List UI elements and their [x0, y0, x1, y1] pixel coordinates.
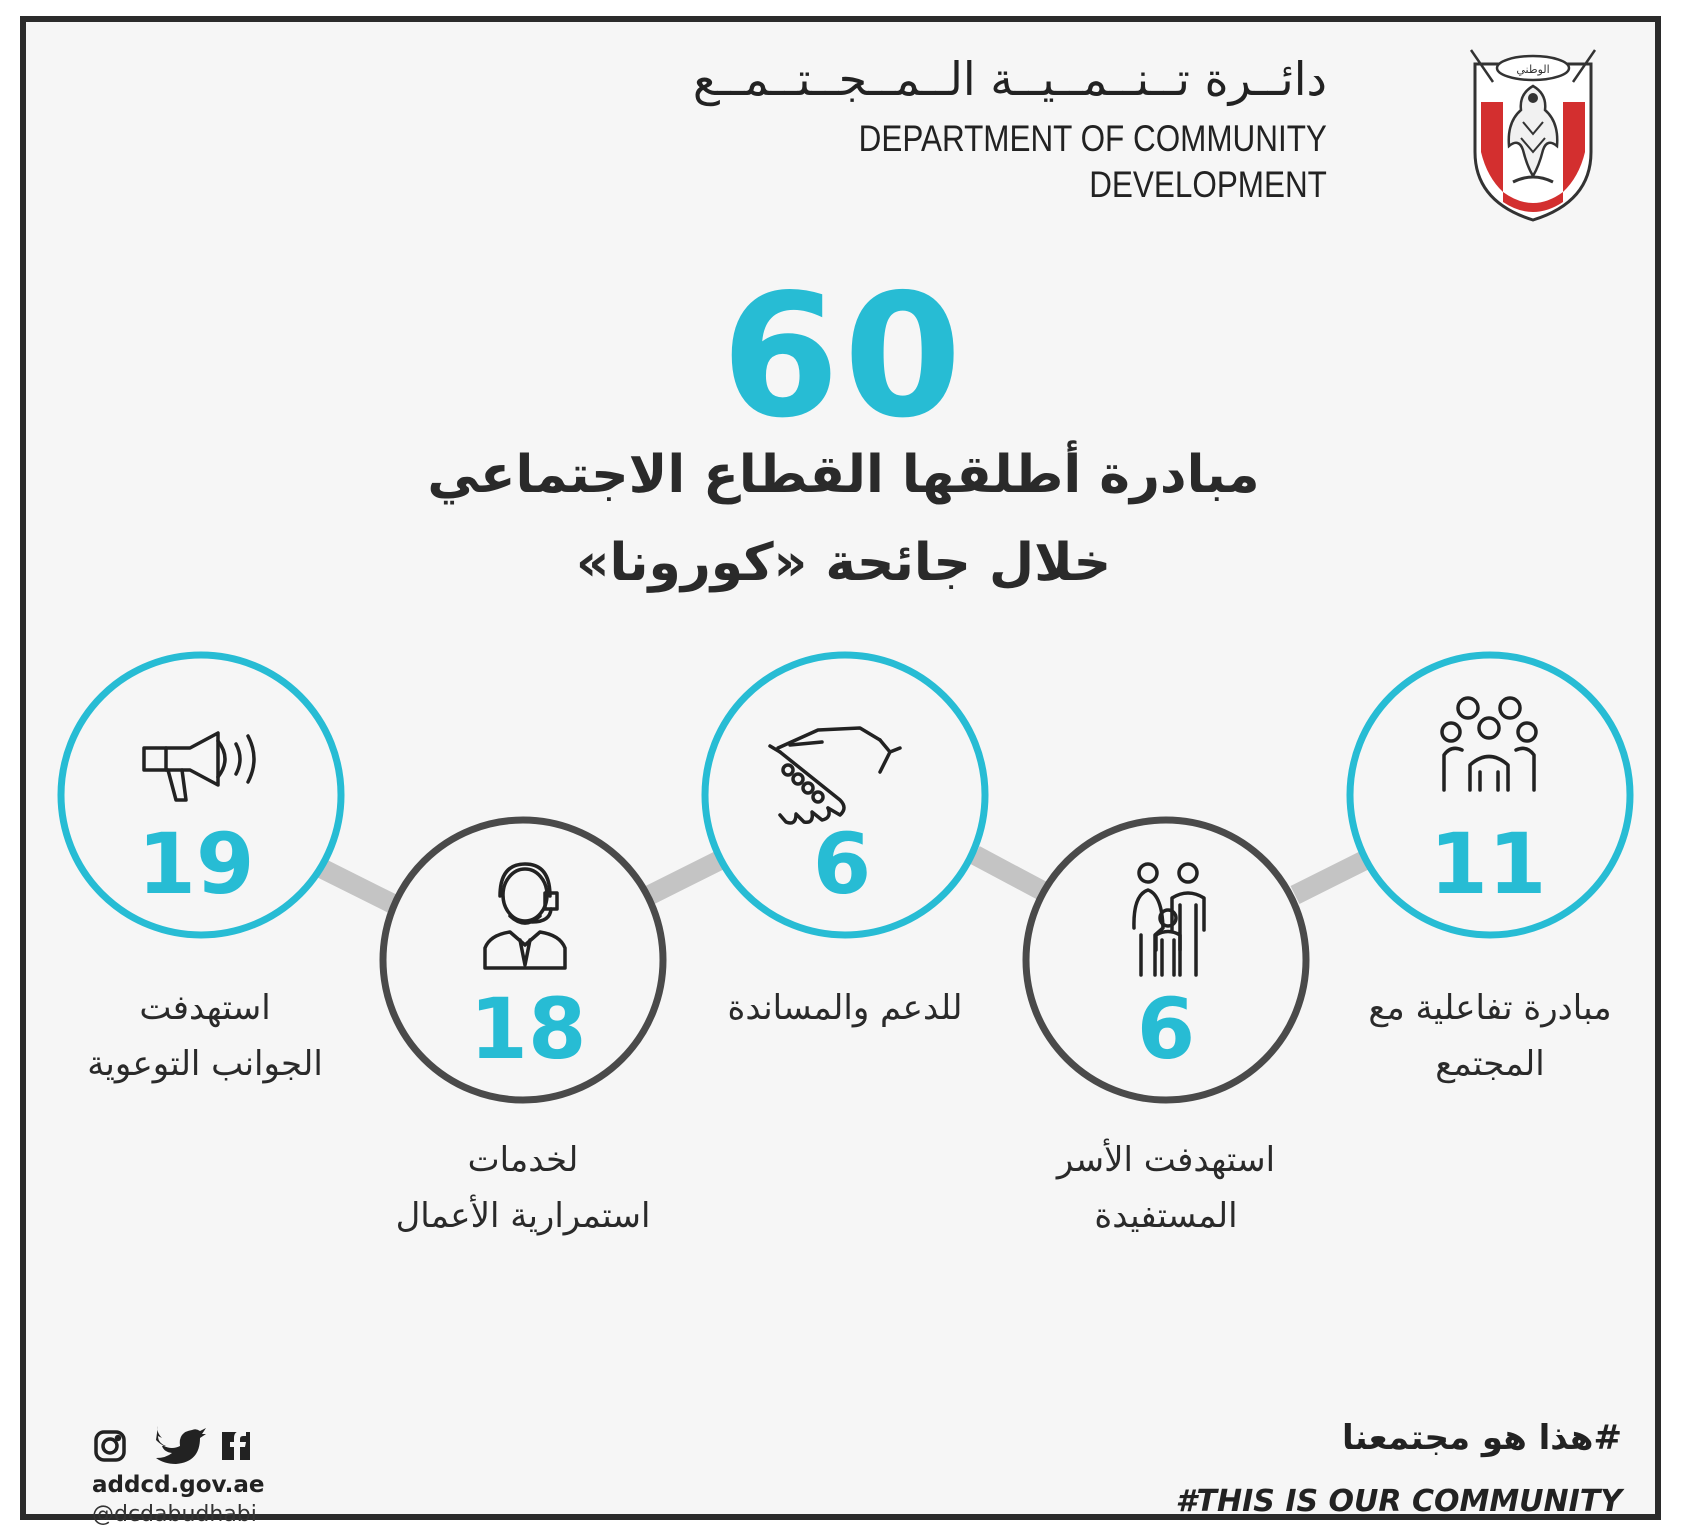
stat-label-5-line2: المجتمع — [1435, 1044, 1545, 1084]
stat-label-5-line1: مبادرة تفاعلية مع — [1368, 988, 1612, 1028]
hashtag-english: #THIS IS OUR COMMUNITY — [1175, 1484, 1622, 1519]
stat-label-2-line2: استمرارية الأعمال — [395, 1196, 651, 1236]
stat-label-2-line1: لخدمات — [467, 1140, 579, 1180]
org-name-english-line2: DEVELOPMENT — [1089, 164, 1327, 205]
stat-value-1: 19 — [137, 815, 255, 913]
stat-label-5 — [1330, 980, 1650, 1092]
connector-3 — [975, 855, 1050, 895]
stat-label-3 — [695, 980, 995, 1036]
stat-label-4-line1: استهدفت الأسر — [1056, 1140, 1276, 1180]
emblem-text: الوطني — [1516, 63, 1550, 76]
instagram-icon[interactable] — [96, 1432, 124, 1460]
stat-label-4-line2: المستفيدة — [1094, 1196, 1238, 1236]
stat-label-1-line2: الجوانب التوعوية — [87, 1044, 323, 1084]
hashtag-arabic: #هذا هو مجتمعنا — [1342, 1418, 1622, 1458]
headline-line2: خلال جائحة «كورونا» — [575, 533, 1112, 593]
stat-label-3-line1: للدعم والمساندة — [727, 988, 963, 1028]
website-link[interactable]: addcd.gov.ae — [92, 1472, 265, 1498]
stat-label-4 — [1016, 1132, 1316, 1244]
total-initiatives-number: 60 — [721, 258, 966, 456]
stat-label-1-line1: استهدفت — [139, 988, 271, 1028]
twitter-icon[interactable] — [156, 1426, 206, 1464]
headline-line1: مبادرة أطلقها القطاع الاجتماعي — [427, 445, 1260, 505]
stat-value-3: 6 — [812, 815, 872, 913]
stat-value-5: 11 — [1429, 815, 1547, 913]
org-name-english-line1: DEPARTMENT OF COMMUNITY — [858, 118, 1327, 159]
stat-label-1 — [55, 980, 355, 1092]
org-name-arabic: دائــرة تــنــمــيــة الــمــجــتــمــع — [692, 52, 1327, 106]
stat-label-2 — [373, 1132, 673, 1244]
social-handle: @dcdabudhabi — [92, 1502, 257, 1527]
facebook-icon[interactable] — [222, 1431, 250, 1460]
stat-value-4: 6 — [1136, 980, 1196, 1078]
stat-value-2: 18 — [469, 980, 587, 1078]
